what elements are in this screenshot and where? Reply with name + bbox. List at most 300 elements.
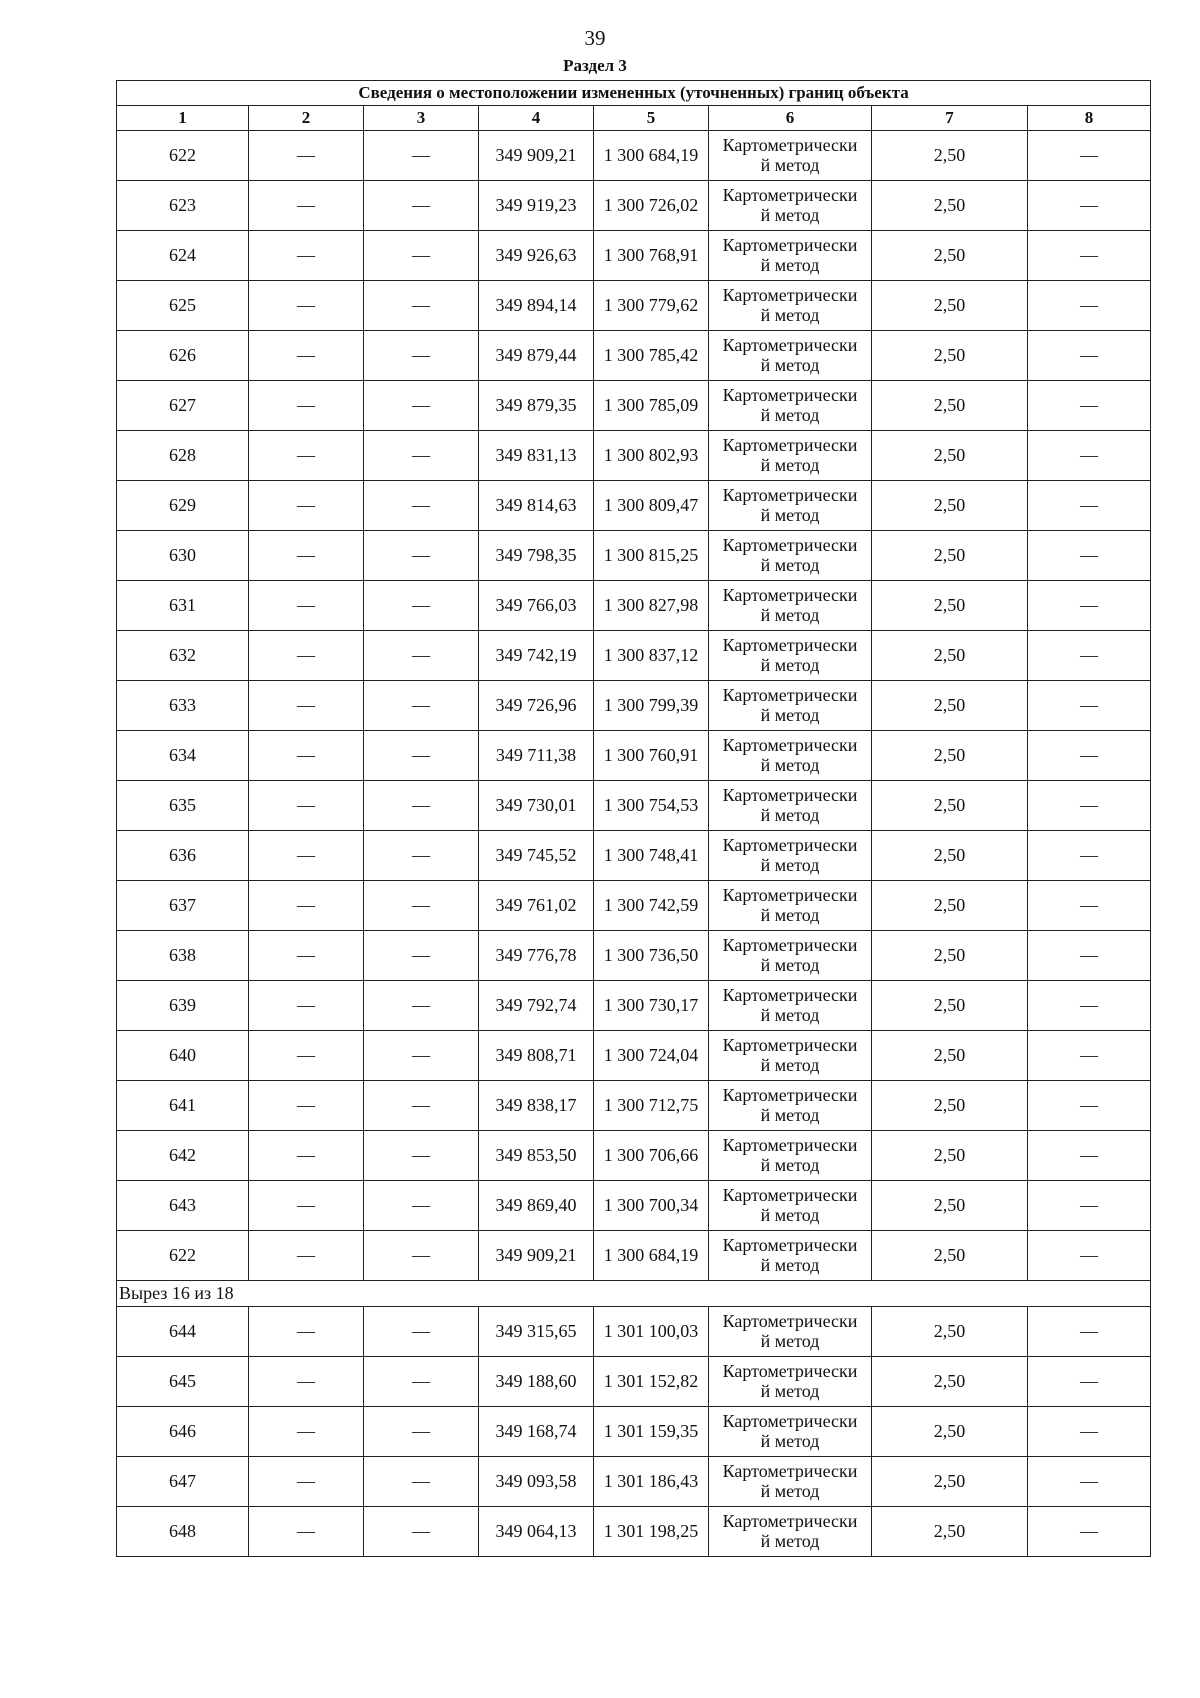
x-coordinate-cell: 349 766,03 xyxy=(479,581,594,631)
table-row xyxy=(117,681,1151,731)
empty-cell: — xyxy=(1028,131,1151,181)
method-line-1: Картометрически xyxy=(722,834,858,855)
table-row xyxy=(117,831,1151,881)
method-line-1: Картометрически xyxy=(722,184,858,205)
accuracy-cell: 2,50 xyxy=(872,1031,1028,1081)
empty-cell: — xyxy=(364,1307,479,1357)
empty-cell: — xyxy=(364,181,479,231)
y-coordinate-cell: 1 300 827,98 xyxy=(594,581,709,631)
method-cell xyxy=(709,931,872,981)
x-coordinate-cell: 349 726,96 xyxy=(479,681,594,731)
method-cell xyxy=(709,481,872,531)
point-number-cell: 633 xyxy=(117,681,249,731)
x-coordinate-cell: 349 315,65 xyxy=(479,1307,594,1357)
method-line-2: й метод xyxy=(760,404,820,425)
method-cell xyxy=(709,1231,872,1281)
table-row xyxy=(117,1131,1151,1181)
y-coordinate-cell: 1 300 785,09 xyxy=(594,381,709,431)
point-number-cell: 644 xyxy=(117,1307,249,1357)
x-coordinate-cell: 349 798,35 xyxy=(479,531,594,581)
point-number-cell: 634 xyxy=(117,731,249,781)
method-cell xyxy=(709,531,872,581)
empty-cell: — xyxy=(364,331,479,381)
y-coordinate-cell: 1 300 684,19 xyxy=(594,1231,709,1281)
empty-cell: — xyxy=(249,1457,364,1507)
method-line-1: Картометрически xyxy=(722,1134,858,1155)
column-header: 4 xyxy=(479,106,594,131)
empty-cell: — xyxy=(364,1357,479,1407)
group-label-row xyxy=(117,1281,1151,1307)
y-coordinate-cell: 1 301 198,25 xyxy=(594,1507,709,1557)
method-line-1: Картометрически xyxy=(722,234,858,255)
method-line-2: й метод xyxy=(760,704,820,725)
empty-cell: — xyxy=(249,1081,364,1131)
table-row xyxy=(117,531,1151,581)
x-coordinate-cell: 349 814,63 xyxy=(479,481,594,531)
method-line-2: й метод xyxy=(760,954,820,975)
empty-cell: — xyxy=(1028,1457,1151,1507)
point-number-cell: 630 xyxy=(117,531,249,581)
point-number-cell: 640 xyxy=(117,1031,249,1081)
table-row xyxy=(117,1407,1151,1457)
method-cell xyxy=(709,231,872,281)
table-row xyxy=(117,631,1151,681)
table-row xyxy=(117,131,1151,181)
method-line-2: й метод xyxy=(760,1430,820,1451)
empty-cell: — xyxy=(249,281,364,331)
table-row xyxy=(117,331,1151,381)
method-cell xyxy=(709,831,872,881)
x-coordinate-cell: 349 188,60 xyxy=(479,1357,594,1407)
section-title: Раздел 3 xyxy=(563,56,627,75)
method-line-1: Картометрически xyxy=(722,284,858,305)
method-line-2: й метод xyxy=(760,1530,820,1551)
x-coordinate-cell: 349 808,71 xyxy=(479,1031,594,1081)
method-line-1: Картометрически xyxy=(722,1310,858,1331)
method-line-1: Картометрически xyxy=(722,584,858,605)
empty-cell: — xyxy=(1028,831,1151,881)
accuracy-cell: 2,50 xyxy=(872,681,1028,731)
point-number-cell: 641 xyxy=(117,1081,249,1131)
empty-cell: — xyxy=(249,581,364,631)
y-coordinate-cell: 1 300 700,34 xyxy=(594,1181,709,1231)
point-number-cell: 622 xyxy=(117,1231,249,1281)
table-row xyxy=(117,781,1151,831)
y-coordinate-cell: 1 300 768,91 xyxy=(594,231,709,281)
table-row xyxy=(117,281,1151,331)
table-row xyxy=(117,1081,1151,1131)
method-line-1: Картометрически xyxy=(722,534,858,555)
empty-cell: — xyxy=(364,281,479,331)
method-line-2: й метод xyxy=(760,1054,820,1075)
table-row xyxy=(117,231,1151,281)
x-coordinate-cell: 349 909,21 xyxy=(479,1231,594,1281)
empty-cell: — xyxy=(364,731,479,781)
y-coordinate-cell: 1 300 837,12 xyxy=(594,631,709,681)
method-line-1: Картометрически xyxy=(722,384,858,405)
empty-cell: — xyxy=(364,131,479,181)
empty-cell: — xyxy=(249,431,364,481)
table-row xyxy=(117,931,1151,981)
empty-cell: — xyxy=(1028,981,1151,1031)
x-coordinate-cell: 349 838,17 xyxy=(479,1081,594,1131)
point-number-cell: 643 xyxy=(117,1181,249,1231)
empty-cell: — xyxy=(1028,481,1151,531)
method-line-1: Картометрически xyxy=(722,884,858,905)
point-number-cell: 637 xyxy=(117,881,249,931)
empty-cell: — xyxy=(249,1231,364,1281)
empty-cell: — xyxy=(364,631,479,681)
empty-cell: — xyxy=(1028,1507,1151,1557)
method-line-2: й метод xyxy=(760,504,820,525)
accuracy-cell: 2,50 xyxy=(872,1307,1028,1357)
accuracy-cell: 2,50 xyxy=(872,231,1028,281)
coordinates-table xyxy=(116,80,1151,1557)
accuracy-cell: 2,50 xyxy=(872,1457,1028,1507)
point-number-cell: 629 xyxy=(117,481,249,531)
column-header: 5 xyxy=(594,106,709,131)
method-cell xyxy=(709,281,872,331)
empty-cell: — xyxy=(1028,1307,1151,1357)
x-coordinate-cell: 349 064,13 xyxy=(479,1507,594,1557)
accuracy-cell: 2,50 xyxy=(872,1357,1028,1407)
method-line-2: й метод xyxy=(760,454,820,475)
point-number-cell: 628 xyxy=(117,431,249,481)
x-coordinate-cell: 349 745,52 xyxy=(479,831,594,881)
empty-cell: — xyxy=(364,1457,479,1507)
method-line-1: Картометрически xyxy=(722,1410,858,1431)
empty-cell: — xyxy=(249,131,364,181)
accuracy-cell: 2,50 xyxy=(872,731,1028,781)
empty-cell: — xyxy=(364,1081,479,1131)
accuracy-cell: 2,50 xyxy=(872,1081,1028,1131)
y-coordinate-cell: 1 300 815,25 xyxy=(594,531,709,581)
empty-cell: — xyxy=(364,481,479,531)
empty-cell: — xyxy=(1028,1407,1151,1457)
empty-cell: — xyxy=(249,331,364,381)
empty-cell: — xyxy=(1028,1031,1151,1081)
table-row xyxy=(117,981,1151,1031)
y-coordinate-cell: 1 301 152,82 xyxy=(594,1357,709,1407)
empty-cell: — xyxy=(249,181,364,231)
point-number-cell: 622 xyxy=(117,131,249,181)
empty-cell: — xyxy=(1028,1131,1151,1181)
x-coordinate-cell: 349 919,23 xyxy=(479,181,594,231)
empty-cell: — xyxy=(1028,581,1151,631)
table-caption: Сведения о местоположении измененных (уточненных) границ объекта xyxy=(117,81,1151,106)
empty-cell: — xyxy=(249,731,364,781)
page-number: 39 xyxy=(584,26,606,50)
method-cell xyxy=(709,1131,872,1181)
point-number-cell: 635 xyxy=(117,781,249,831)
empty-cell: — xyxy=(364,531,479,581)
method-cell xyxy=(709,581,872,631)
y-coordinate-cell: 1 301 100,03 xyxy=(594,1307,709,1357)
empty-cell: — xyxy=(1028,381,1151,431)
method-line-1: Картометрически xyxy=(722,634,858,655)
column-header: 6 xyxy=(709,106,872,131)
y-coordinate-cell: 1 300 799,39 xyxy=(594,681,709,731)
empty-cell: — xyxy=(249,881,364,931)
accuracy-cell: 2,50 xyxy=(872,1231,1028,1281)
method-line-1: Картометрически xyxy=(722,1084,858,1105)
x-coordinate-cell: 349 853,50 xyxy=(479,1131,594,1181)
method-cell xyxy=(709,1181,872,1231)
empty-cell: — xyxy=(1028,731,1151,781)
empty-cell: — xyxy=(364,1181,479,1231)
method-line-2: й метод xyxy=(760,1004,820,1025)
accuracy-cell: 2,50 xyxy=(872,831,1028,881)
empty-cell: — xyxy=(249,931,364,981)
x-coordinate-cell: 349 926,63 xyxy=(479,231,594,281)
empty-cell: — xyxy=(1028,1181,1151,1231)
y-coordinate-cell: 1 300 742,59 xyxy=(594,881,709,931)
method-line-1: Картометрически xyxy=(722,484,858,505)
empty-cell: — xyxy=(249,781,364,831)
point-number-cell: 645 xyxy=(117,1357,249,1407)
method-line-2: й метод xyxy=(760,254,820,275)
table-caption-row xyxy=(117,81,1151,106)
empty-cell: — xyxy=(249,1031,364,1081)
empty-cell: — xyxy=(249,1181,364,1231)
method-line-1: Картометрически xyxy=(722,1184,858,1205)
method-line-1: Картометрически xyxy=(722,1234,858,1255)
table-row xyxy=(117,1031,1151,1081)
x-coordinate-cell: 349 742,19 xyxy=(479,631,594,681)
empty-cell: — xyxy=(249,1307,364,1357)
empty-cell: — xyxy=(1028,531,1151,581)
point-number-cell: 624 xyxy=(117,231,249,281)
accuracy-cell: 2,50 xyxy=(872,431,1028,481)
x-coordinate-cell: 349 831,13 xyxy=(479,431,594,481)
method-cell xyxy=(709,631,872,681)
accuracy-cell: 2,50 xyxy=(872,1507,1028,1557)
method-line-2: й метод xyxy=(760,904,820,925)
empty-cell: — xyxy=(1028,331,1151,381)
empty-cell: — xyxy=(1028,431,1151,481)
point-number-cell: 646 xyxy=(117,1407,249,1457)
table-row xyxy=(117,181,1151,231)
method-cell xyxy=(709,1031,872,1081)
point-number-cell: 623 xyxy=(117,181,249,231)
empty-cell: — xyxy=(364,581,479,631)
x-coordinate-cell: 349 869,40 xyxy=(479,1181,594,1231)
method-line-1: Картометрически xyxy=(722,1360,858,1381)
accuracy-cell: 2,50 xyxy=(872,531,1028,581)
y-coordinate-cell: 1 301 186,43 xyxy=(594,1457,709,1507)
method-cell xyxy=(709,1357,872,1407)
method-line-1: Картометрически xyxy=(722,1034,858,1055)
table-row xyxy=(117,431,1151,481)
accuracy-cell: 2,50 xyxy=(872,281,1028,331)
empty-cell: — xyxy=(364,831,479,881)
method-cell xyxy=(709,1407,872,1457)
y-coordinate-cell: 1 300 760,91 xyxy=(594,731,709,781)
method-line-2: й метод xyxy=(760,854,820,875)
y-coordinate-cell: 1 300 736,50 xyxy=(594,931,709,981)
method-cell xyxy=(709,781,872,831)
method-cell xyxy=(709,731,872,781)
table-row xyxy=(117,731,1151,781)
method-line-2: й метод xyxy=(760,1204,820,1225)
empty-cell: — xyxy=(1028,1357,1151,1407)
y-coordinate-cell: 1 300 809,47 xyxy=(594,481,709,531)
method-cell xyxy=(709,1507,872,1557)
method-line-2: й метод xyxy=(760,604,820,625)
empty-cell: — xyxy=(249,1131,364,1181)
empty-cell: — xyxy=(249,681,364,731)
x-coordinate-cell: 349 730,01 xyxy=(479,781,594,831)
empty-cell: — xyxy=(249,531,364,581)
empty-cell: — xyxy=(1028,281,1151,331)
y-coordinate-cell: 1 300 785,42 xyxy=(594,331,709,381)
method-line-2: й метод xyxy=(760,1154,820,1175)
method-cell xyxy=(709,131,872,181)
column-header-row xyxy=(117,106,1151,131)
point-number-cell: 632 xyxy=(117,631,249,681)
empty-cell: — xyxy=(364,431,479,481)
method-line-1: Картометрически xyxy=(722,684,858,705)
x-coordinate-cell: 349 879,44 xyxy=(479,331,594,381)
empty-cell: — xyxy=(249,481,364,531)
method-cell xyxy=(709,331,872,381)
column-header: 8 xyxy=(1028,106,1151,131)
method-line-1: Картометрически xyxy=(722,984,858,1005)
method-line-2: й метод xyxy=(760,1254,820,1275)
empty-cell: — xyxy=(249,231,364,281)
accuracy-cell: 2,50 xyxy=(872,981,1028,1031)
table-row xyxy=(117,1307,1151,1357)
x-coordinate-cell: 349 168,74 xyxy=(479,1407,594,1457)
y-coordinate-cell: 1 300 779,62 xyxy=(594,281,709,331)
y-coordinate-cell: 1 301 159,35 xyxy=(594,1407,709,1457)
empty-cell: — xyxy=(1028,881,1151,931)
method-line-1: Картометрически xyxy=(722,784,858,805)
empty-cell: — xyxy=(249,981,364,1031)
y-coordinate-cell: 1 300 712,75 xyxy=(594,1081,709,1131)
x-coordinate-cell: 349 792,74 xyxy=(479,981,594,1031)
empty-cell: — xyxy=(1028,1081,1151,1131)
empty-cell: — xyxy=(1028,931,1151,981)
column-header: 2 xyxy=(249,106,364,131)
method-line-1: Картометрически xyxy=(722,734,858,755)
y-coordinate-cell: 1 300 726,02 xyxy=(594,181,709,231)
point-number-cell: 627 xyxy=(117,381,249,431)
method-cell xyxy=(709,681,872,731)
empty-cell: — xyxy=(364,881,479,931)
point-number-cell: 631 xyxy=(117,581,249,631)
y-coordinate-cell: 1 300 706,66 xyxy=(594,1131,709,1181)
column-header: 3 xyxy=(364,106,479,131)
x-coordinate-cell: 349 879,35 xyxy=(479,381,594,431)
point-number-cell: 636 xyxy=(117,831,249,881)
empty-cell: — xyxy=(1028,681,1151,731)
x-coordinate-cell: 349 711,38 xyxy=(479,731,594,781)
empty-cell: — xyxy=(249,631,364,681)
empty-cell: — xyxy=(364,981,479,1031)
empty-cell: — xyxy=(1028,1231,1151,1281)
empty-cell: — xyxy=(364,931,479,981)
point-number-cell: 626 xyxy=(117,331,249,381)
empty-cell: — xyxy=(364,231,479,281)
table-row xyxy=(117,1357,1151,1407)
x-coordinate-cell: 349 909,21 xyxy=(479,131,594,181)
method-cell xyxy=(709,1457,872,1507)
y-coordinate-cell: 1 300 754,53 xyxy=(594,781,709,831)
method-line-2: й метод xyxy=(760,204,820,225)
method-line-2: й метод xyxy=(760,1330,820,1351)
y-coordinate-cell: 1 300 748,41 xyxy=(594,831,709,881)
empty-cell: — xyxy=(364,1231,479,1281)
table-row xyxy=(117,1507,1151,1557)
method-line-1: Картометрически xyxy=(722,1510,858,1531)
empty-cell: — xyxy=(249,1507,364,1557)
method-line-1: Картометрически xyxy=(722,934,858,955)
empty-cell: — xyxy=(249,1407,364,1457)
empty-cell: — xyxy=(1028,781,1151,831)
empty-cell: — xyxy=(249,1357,364,1407)
point-number-cell: 639 xyxy=(117,981,249,1031)
accuracy-cell: 2,50 xyxy=(872,881,1028,931)
group-label: Вырез 16 из 18 xyxy=(117,1281,1151,1307)
y-coordinate-cell: 1 300 802,93 xyxy=(594,431,709,481)
x-coordinate-cell: 349 776,78 xyxy=(479,931,594,981)
x-coordinate-cell: 349 761,02 xyxy=(479,881,594,931)
table-row xyxy=(117,581,1151,631)
point-number-cell: 648 xyxy=(117,1507,249,1557)
method-line-2: й метод xyxy=(760,1380,820,1401)
method-line-1: Картометрически xyxy=(722,434,858,455)
table-row xyxy=(117,1231,1151,1281)
accuracy-cell: 2,50 xyxy=(872,1181,1028,1231)
table-row xyxy=(117,1457,1151,1507)
accuracy-cell: 2,50 xyxy=(872,581,1028,631)
method-cell xyxy=(709,881,872,931)
point-number-cell: 638 xyxy=(117,931,249,981)
method-cell xyxy=(709,431,872,481)
method-cell xyxy=(709,381,872,431)
method-line-2: й метод xyxy=(760,154,820,175)
accuracy-cell: 2,50 xyxy=(872,781,1028,831)
method-line-2: й метод xyxy=(760,1104,820,1125)
method-line-2: й метод xyxy=(760,804,820,825)
empty-cell: — xyxy=(364,381,479,431)
table-row xyxy=(117,381,1151,431)
y-coordinate-cell: 1 300 684,19 xyxy=(594,131,709,181)
accuracy-cell: 2,50 xyxy=(872,931,1028,981)
method-line-1: Картометрически xyxy=(722,1460,858,1481)
empty-cell: — xyxy=(1028,231,1151,281)
method-line-2: й метод xyxy=(760,554,820,575)
accuracy-cell: 2,50 xyxy=(872,1407,1028,1457)
empty-cell: — xyxy=(249,831,364,881)
accuracy-cell: 2,50 xyxy=(872,631,1028,681)
method-cell xyxy=(709,181,872,231)
accuracy-cell: 2,50 xyxy=(872,1131,1028,1181)
column-header: 1 xyxy=(117,106,249,131)
empty-cell: — xyxy=(364,781,479,831)
point-number-cell: 647 xyxy=(117,1457,249,1507)
method-cell xyxy=(709,1081,872,1131)
empty-cell: — xyxy=(364,1507,479,1557)
method-line-2: й метод xyxy=(760,304,820,325)
column-header: 7 xyxy=(872,106,1028,131)
empty-cell: — xyxy=(364,1131,479,1181)
x-coordinate-cell: 349 894,14 xyxy=(479,281,594,331)
y-coordinate-cell: 1 300 730,17 xyxy=(594,981,709,1031)
empty-cell: — xyxy=(249,381,364,431)
method-line-2: й метод xyxy=(760,754,820,775)
